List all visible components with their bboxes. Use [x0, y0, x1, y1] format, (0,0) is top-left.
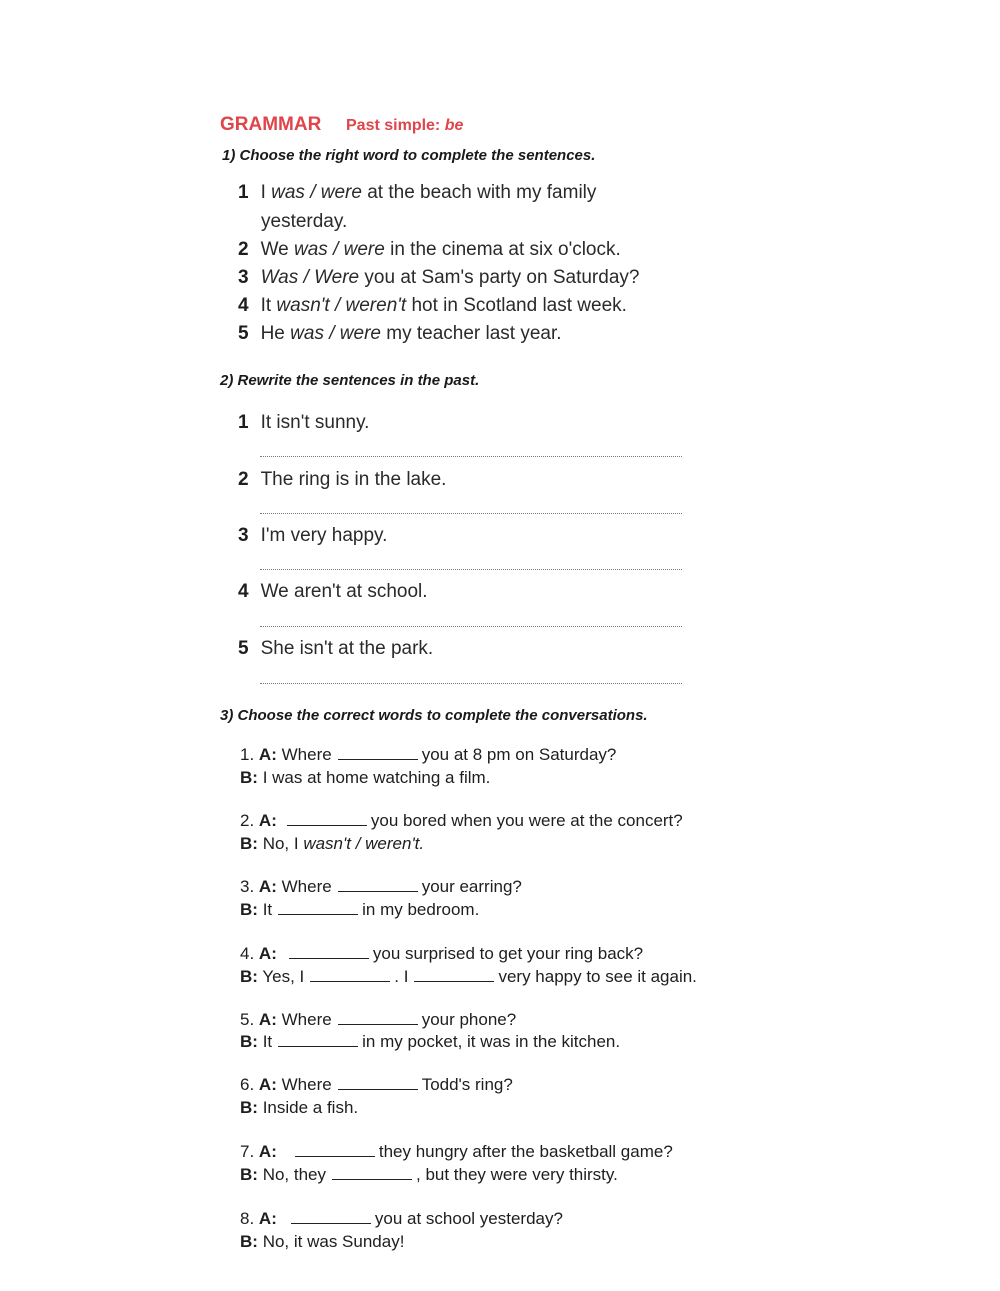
- conversation-a-line: 8. A: you at school yesterday?: [240, 1209, 563, 1228]
- answer-line[interactable]: [260, 569, 682, 570]
- ex1-instruction: 1) Choose the right word to complete the sentences.: [222, 147, 596, 164]
- choice-options[interactable]: wasn't / weren't.: [303, 834, 425, 853]
- ex2-instruction: 2) Rewrite the sentences in the past.: [220, 372, 480, 389]
- ex1-item: 2 We was / were in the cinema at six o'clock.: [238, 239, 621, 260]
- conversation-b-line: B: It in my pocket, it was in the kitchen.: [240, 1032, 621, 1051]
- ex2-item: 2 The ring is in the lake.: [238, 469, 447, 490]
- conversation-a-line: 4. A: you surprised to get your ring back?: [240, 944, 644, 963]
- conversation-b-line: B: I was at home watching a film.: [240, 768, 491, 787]
- answer-blank[interactable]: [338, 758, 418, 760]
- ex3-instruction: 3) Choose the correct words to complete the conversations.: [220, 707, 648, 724]
- answer-blank[interactable]: [291, 1222, 371, 1224]
- answer-line[interactable]: [260, 626, 682, 627]
- answer-blank[interactable]: [338, 890, 418, 892]
- answer-blank[interactable]: [310, 980, 390, 982]
- ex1-item: 5 He was / were my teacher last year.: [238, 323, 562, 344]
- ex1-item: 3 Was / Were you at Sam's party on Saturday?: [238, 267, 640, 288]
- conversation-b-line: B: No, it was Sunday!: [240, 1232, 405, 1251]
- answer-blank[interactable]: [278, 913, 358, 915]
- answer-blank[interactable]: [338, 1023, 418, 1025]
- answer-blank[interactable]: [332, 1178, 412, 1180]
- conversation-b-line: B: No, they , but they were very thirsty.: [240, 1165, 618, 1184]
- conversation-b-line: B: Inside a fish.: [240, 1098, 359, 1117]
- choice-options[interactable]: was / were: [294, 239, 385, 260]
- answer-line[interactable]: [260, 683, 682, 684]
- answer-line[interactable]: [260, 513, 682, 514]
- answer-blank[interactable]: [278, 1045, 358, 1047]
- answer-blank[interactable]: [338, 1088, 418, 1090]
- ex2-item: 3 I'm very happy.: [238, 525, 388, 546]
- conversation-b-line: B: It in my bedroom.: [240, 900, 480, 919]
- conversation-b-line: B: Yes, I . I very happy to see it again.: [240, 967, 697, 986]
- conversation-a-line: 1. A: Where you at 8 pm on Saturday?: [240, 745, 617, 764]
- answer-blank[interactable]: [295, 1155, 375, 1157]
- conversation-a-line: 3. A: Where your earring?: [240, 877, 522, 896]
- conversation-a-line: 5. A: Where your phone?: [240, 1010, 517, 1029]
- conversation-b-line: B: No, I wasn't / weren't.: [240, 834, 425, 853]
- section-title: GRAMMAR: [220, 114, 322, 135]
- choice-options[interactable]: was / were: [290, 323, 381, 344]
- ex1-item: 4 It wasn't / weren't hot in Scotland last week.: [238, 295, 627, 316]
- answer-blank[interactable]: [287, 824, 367, 826]
- answer-blank[interactable]: [289, 957, 369, 959]
- choice-options[interactable]: Was / Were: [260, 267, 360, 288]
- conversation-a-line: 6. A: Where Todd's ring?: [240, 1075, 513, 1094]
- ex2-item: 5 She isn't at the park.: [238, 638, 434, 659]
- answer-blank[interactable]: [414, 980, 494, 982]
- ex2-item: 4 We aren't at school.: [238, 581, 428, 602]
- ex1-item: 1 I was / were at the beach with my family: [238, 182, 597, 203]
- conversation-a-line: 2. A: you bored when you were at the concert?: [240, 811, 683, 830]
- ex1-item-continuation: yesterday.: [261, 211, 348, 232]
- answer-line[interactable]: [260, 456, 682, 457]
- choice-options[interactable]: was / were: [271, 182, 362, 203]
- ex2-item: 1 It isn't sunny.: [238, 412, 370, 433]
- choice-options[interactable]: wasn't / weren't: [276, 295, 407, 316]
- conversation-a-line: 7. A: they hungry after the basketball game?: [240, 1142, 673, 1161]
- section-subtitle: Past simple: be: [346, 117, 464, 134]
